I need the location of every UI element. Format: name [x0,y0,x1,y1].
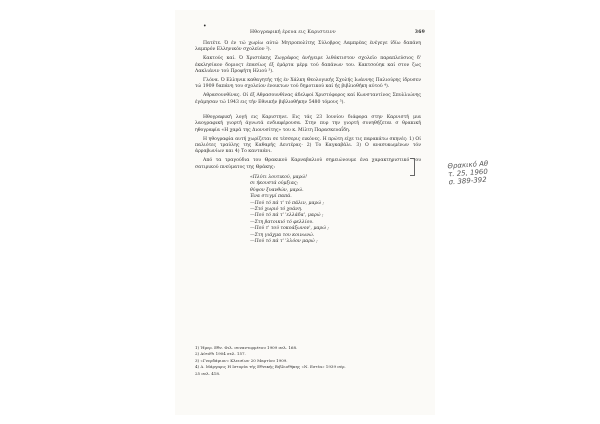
paragraph: Αθρασουνθίνας. Οί έξ Αθρασουνθίνας άδελφοί Χριστόφορος καί Κωνσταντίνος Σπυλλιώνης έγάμησαν τώ 1943 εις τήν Εθνικήν βιβλιοθήκην 5480 τόμους ⁵). [195,93,421,105]
footnote: 2) Αύτόθι 1904 σελ. 157. [195,351,246,357]
paragraph: Η ηθογραφία αυτή χωρίζεται σε τέσσερις εικόνες. Η πρώτη είχε τις παρακάτω σκηνές: 1) Οί παλιότες τραύλης της Καθαρής Δευτέρας· 2) Το Καγκαβάλι. 3) Ο ανασυκωμένων τόν άρραβωνίων και 4) Το κανταάνι. [195,136,421,155]
poem [250,175,421,245]
paragraph: Κακτούς καί. Ό Χριστάκης Ζωγράφος άνήγειρε λιθόκτιστον σχολεϊο παραπλεύσιος δ' έκκλησίαον δομιοςτ έπασίως έξ έμάρτα μέρμ τού δαπάνων του. Κακτσούηκ καί στον ζως Λακλιάνιν τού Προφήτη Ηλιού ³). [195,56,421,74]
page-body [195,41,421,246]
poem-line: «Πλύτι λουτικού, μαρώ! [250,175,308,181]
margin-note-line: Θρακικό Αθ [447,159,489,171]
document-page [175,10,435,415]
handwritten-margin-note [447,160,489,187]
poem-line: Ένα στιγμί παπά. [250,194,292,200]
page-mark: • [203,23,207,30]
footnote: 1) Ήμερ. Εθν. Φιλ. συναντορμέτου 1909 σελ. 168. [195,345,298,350]
footnote: 4) Δ. Μάργαρις Η Ιστορία τής Εθνικής Βιβλιοθήκης «Ν. Εστία» 1939 σέρ. [195,364,346,370]
poem-line: —Πού τό πά τ' 'λλόον μαρώ ; [250,239,318,245]
poem-line: σι ήκουστά ούμξιας; [250,181,299,187]
paragraph: Πατέτε. Ό έν τώ χωρίω αύτώ Μητροπολίτης Σύλοβρος Λαμπρέας ένέγεγε ίδίω δαπάνη λαμπρόν Ελληνικόν σχολείον ²). [195,41,421,53]
poem-line: —Πού τ' τού τοκοάξωνον', μαρώ ; [250,226,329,232]
footnote: 3) «Γνερδάμιον» Κλεισίων 20 Μαρτίου 1909. [195,357,288,363]
footnotes [195,345,421,377]
running-title: Ηθογραφική έρευα εις Καριστεινν [250,30,336,35]
paragraph: Ηθογραφική λογή εις Καριστηνε. Εις τάς 23 Ιουνίου διάφορα στην Καρνιστή μια λαογραφική γιορτή άγνωτά ενδιαφέρουσα. Στην πυρ την γιορτή συνηθήζεται σ θρακική ηθογραφία «Η χαρά της Διονυσίτης» του κ. Μίλτη Παρασκευαΐδη. [195,115,421,133]
poem-line: —Πού τό πά τ' 'ελλάδα', μαρώ ; [250,213,324,219]
margin-bracket [410,158,415,176]
poem-line: —Πού τό πά τ' τό πάλιν, μαρώ ; [250,200,325,206]
footnote: 25 σελ. 418. [195,370,221,376]
poem-line: —Στη βατοικιό τό φελλίου. [250,219,314,225]
poem-line: θύψον ξυανθών, μαρώ. [250,187,304,193]
margin-note-line: τ. 25, 1960 [447,167,489,179]
paragraph: Γλόνα. Ό Ελληνικ καθαγητής τής έν Χάλκη Θεολογικής Σχολής Ιωάννης Παλιούρης ίδρυσεν τώ 1909 δαπάνη του σχολείον ένοικτων τού δημοτικού καί ής βιβλιοθήκη αύτού ⁴). [195,78,421,90]
margin-note-line: σ. 389-392 [448,175,487,187]
poem-line: —Στη γιάχμα του κοινωνώ. [250,232,315,238]
paragraph: Από τα τραγούδια του Θρακικού Καρναβαλιού σημειώνουμε ένα χαρακτηριστικό του σατιρικού πνεύματος της Θράκης: [195,158,421,170]
page-number: 369 [414,30,425,35]
poem-line: —Στό χωριό τό χοάνη. [250,207,303,213]
